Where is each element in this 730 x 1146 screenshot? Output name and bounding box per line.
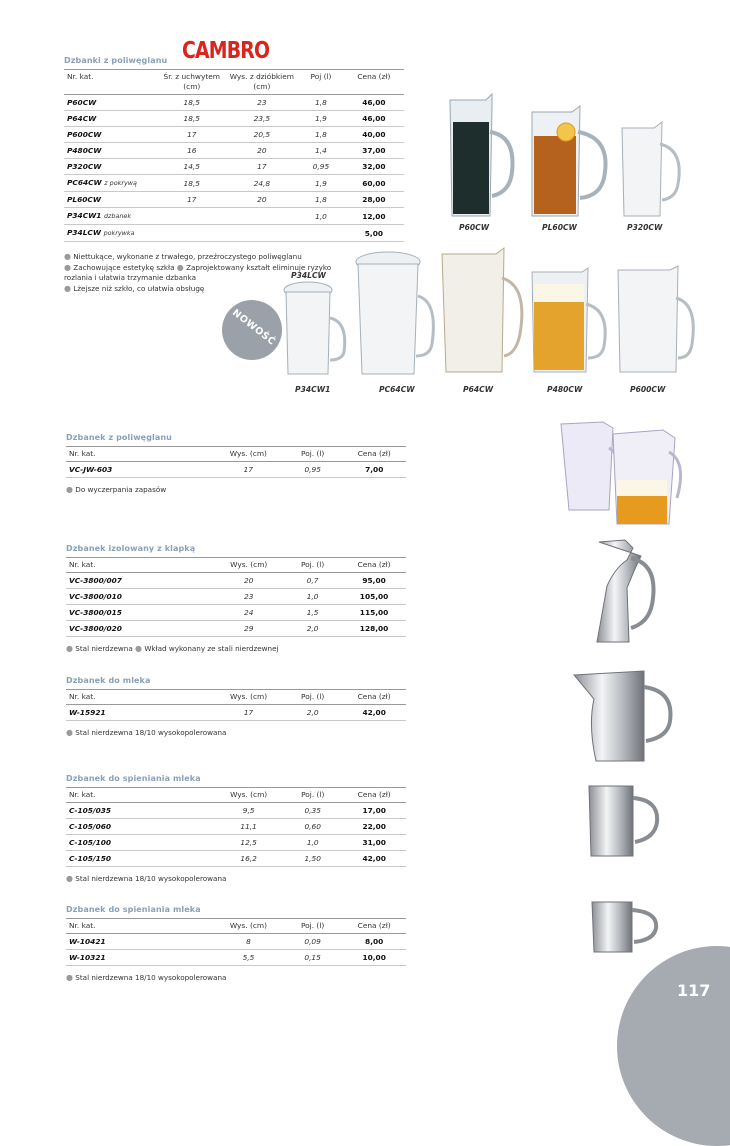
cell-h bbox=[226, 208, 299, 225]
cell-price: 46,00 bbox=[344, 95, 404, 111]
table-row bbox=[66, 819, 406, 835]
cell-price: 28,00 bbox=[344, 192, 404, 208]
caption-p600cw: P600CW bbox=[630, 385, 666, 394]
cell-v: 0,95 bbox=[298, 159, 344, 175]
section-milk-jug bbox=[66, 675, 406, 739]
cell-h: 12,5 bbox=[214, 835, 283, 851]
col-header-volume: Poj. (l) bbox=[283, 690, 342, 705]
table-row bbox=[66, 934, 406, 950]
cell-h: 20,5 bbox=[226, 127, 299, 143]
product-code: C-105/150 bbox=[69, 854, 112, 863]
cell-h: 23 bbox=[226, 95, 299, 111]
feature-text: Lżejsze niż szkło, co ułatwia obsługę bbox=[73, 283, 205, 293]
page-number: 117 bbox=[677, 981, 711, 1000]
col-header-price: Cena (zł) bbox=[342, 788, 406, 803]
table-row bbox=[64, 143, 404, 159]
section-title: Dzbanek z poliwęglanu bbox=[66, 433, 172, 442]
cell-h: 16,2 bbox=[214, 851, 283, 867]
product-code-cell bbox=[64, 143, 158, 159]
product-note: dzbanek bbox=[104, 212, 132, 220]
product-code-cell bbox=[66, 573, 214, 589]
caption-p480cw: P480CW bbox=[547, 385, 583, 394]
cell-v: 0,95 bbox=[283, 462, 343, 478]
cell-d: 14,5 bbox=[158, 159, 226, 175]
new-badge bbox=[222, 300, 282, 360]
top-pitchers-illustration bbox=[440, 92, 710, 222]
cell-d: 17 bbox=[158, 192, 226, 208]
table-row bbox=[64, 159, 404, 175]
product-code: PL60CW bbox=[67, 195, 101, 204]
cell-d: 16 bbox=[158, 143, 226, 159]
cell-v: 0,35 bbox=[283, 803, 342, 819]
cell-v: 1,0 bbox=[283, 835, 342, 851]
feature-list: ● Do wyczerpania zapasów bbox=[66, 485, 167, 494]
feature-text: Wkład wykonany ze stali nierdzewnej bbox=[144, 644, 279, 653]
caption-p60cw: P60CW bbox=[459, 223, 490, 232]
cell-h bbox=[226, 225, 299, 242]
product-code-cell bbox=[64, 192, 158, 208]
feature-text: Do wyczerpania zapasów bbox=[75, 485, 167, 494]
cell-h: 23,5 bbox=[226, 111, 299, 127]
product-code-cell bbox=[64, 225, 158, 242]
cell-price: 10,00 bbox=[342, 950, 406, 966]
pitcher-pc64cw-image bbox=[356, 252, 433, 374]
cell-d: 18,5 bbox=[158, 95, 226, 111]
cell-price: 32,00 bbox=[344, 159, 404, 175]
cell-h: 24 bbox=[214, 605, 283, 621]
cell-h: 9,5 bbox=[214, 803, 283, 819]
col-header-volume: Poj (l) bbox=[298, 70, 344, 95]
table-row bbox=[64, 95, 404, 111]
section-title: Dzbanki z poliwęglanu bbox=[64, 56, 168, 65]
section-polycarbonate-pitcher bbox=[66, 432, 406, 496]
vc-3800-image bbox=[585, 538, 665, 648]
pitcher-p480cw-image bbox=[532, 268, 605, 372]
cell-price: 105,00 bbox=[342, 589, 406, 605]
cell-d: 18,5 bbox=[158, 175, 226, 192]
cell-h: 17 bbox=[226, 159, 299, 175]
cell-h: 24,8 bbox=[226, 175, 299, 192]
cell-v: 1,9 bbox=[298, 111, 344, 127]
table-row bbox=[66, 589, 406, 605]
section-insulated-pitcher bbox=[66, 543, 406, 655]
col-header-height: Wys. z dzióbkiem (cm) bbox=[226, 70, 299, 95]
cell-price: 42,00 bbox=[342, 851, 406, 867]
col-header-diameter: Śr. z uchwytem (cm) bbox=[158, 70, 226, 95]
cell-price: 7,00 bbox=[342, 462, 406, 478]
product-code-cell bbox=[64, 208, 158, 225]
product-code: W-10321 bbox=[69, 953, 106, 962]
cell-v bbox=[298, 225, 344, 242]
feature-list: ● Niettukące, wykonane z trwałego, przeźroczystego poliwęglanu ● Zachowujące estetykę szkła ● Zaprojektowany kształt eliminuje ryzyko rozlania i ułatwia trzymanie dzbanka ● Lżejsze niż szkło, co ułatwia obsługę bbox=[64, 252, 332, 293]
c-105-image bbox=[583, 782, 668, 862]
cell-v: 1,0 bbox=[298, 208, 344, 225]
col-header-height: Wys. (cm) bbox=[214, 690, 283, 705]
col-header-height: Wys. (cm) bbox=[214, 788, 283, 803]
product-table bbox=[64, 69, 404, 242]
caption-pl60cw: PL60CW bbox=[542, 223, 577, 232]
col-header-code: Nr. kat. bbox=[66, 690, 214, 705]
product-code: P320CW bbox=[67, 162, 102, 171]
table-row bbox=[64, 175, 404, 192]
cell-v: 1,4 bbox=[298, 143, 344, 159]
cambro-logo: CAMBRO bbox=[182, 38, 270, 64]
cell-v: 1,9 bbox=[298, 175, 344, 192]
col-header-volume: Poj. (l) bbox=[283, 558, 342, 573]
pitcher-p34cw1-image bbox=[284, 282, 345, 374]
caption-p34cw1: P34CW1 bbox=[295, 385, 331, 394]
section-title: Dzbanek do spieniania mleka bbox=[66, 905, 201, 914]
pitcher-pl60cw-image bbox=[532, 106, 606, 216]
product-table bbox=[66, 689, 406, 721]
col-header-volume: Poj. (l) bbox=[283, 919, 342, 934]
cell-h: 11,1 bbox=[214, 819, 283, 835]
cell-price: 22,00 bbox=[342, 819, 406, 835]
product-code: P34CW1 bbox=[67, 211, 102, 220]
section-title: Dzbanek do spieniania mleka bbox=[66, 774, 201, 783]
product-code-cell bbox=[66, 589, 214, 605]
product-code: VC-JW-603 bbox=[69, 465, 113, 474]
pitcher-p64cw-image bbox=[442, 248, 522, 372]
product-code-cell bbox=[66, 621, 214, 637]
col-header-price: Cena (zł) bbox=[342, 919, 406, 934]
product-code: C-105/100 bbox=[69, 838, 112, 847]
cell-d bbox=[158, 208, 226, 225]
product-code: P600CW bbox=[67, 130, 102, 139]
table-row bbox=[66, 705, 406, 721]
cell-v: 0,15 bbox=[283, 950, 342, 966]
col-header-code: Nr. kat. bbox=[66, 558, 214, 573]
cell-h: 29 bbox=[214, 621, 283, 637]
cell-price: 17,00 bbox=[342, 803, 406, 819]
product-code: VC-3800/010 bbox=[69, 592, 122, 601]
cell-price: 60,00 bbox=[344, 175, 404, 192]
cell-price: 95,00 bbox=[342, 573, 406, 589]
table-row bbox=[64, 192, 404, 208]
product-code: C-105/035 bbox=[69, 806, 112, 815]
w-10421-image bbox=[588, 898, 668, 958]
cell-d: 18,5 bbox=[158, 111, 226, 127]
table-row bbox=[64, 208, 404, 225]
pitcher-p320cw-image bbox=[622, 122, 679, 216]
feature-text: Zachowujące estetykę szkła bbox=[73, 262, 175, 272]
cell-price: 8,00 bbox=[342, 934, 406, 950]
table-row bbox=[66, 621, 406, 637]
cell-v: 1,8 bbox=[298, 95, 344, 111]
feature-list: ● Stal nierdzewna ● Wkład wykonany ze stali nierdzewnej bbox=[66, 644, 279, 653]
feature-list: ● Stal nierdzewna 18/10 wysokopolerowana bbox=[66, 874, 227, 883]
feature-text: Stal nierdzewna bbox=[75, 644, 133, 653]
caption-p34lcw: P34LCW bbox=[291, 271, 326, 280]
new-badge-text: NOWOŚĆ bbox=[230, 307, 278, 348]
section-frothing-jug-small bbox=[66, 904, 406, 984]
product-code-cell bbox=[64, 159, 158, 175]
feature-text: Stal nierdzewna 18/10 wysokopolerowana bbox=[75, 874, 227, 883]
cell-d: 17 bbox=[158, 127, 226, 143]
w-15921-image bbox=[570, 665, 680, 765]
col-header-code: Nr. kat. bbox=[66, 919, 214, 934]
feature-list: ● Stal nierdzewna 18/10 wysokopolerowana bbox=[66, 973, 227, 982]
vc-jw-603-image bbox=[555, 418, 685, 528]
product-code: P64CW bbox=[67, 114, 97, 123]
pitcher-p600cw-image bbox=[618, 266, 693, 372]
product-code: W-10421 bbox=[69, 937, 106, 946]
cell-h: 20 bbox=[226, 192, 299, 208]
page-number-tab bbox=[617, 946, 730, 1146]
col-header-height: Wys. (cm) bbox=[214, 919, 283, 934]
caption-pc64cw: PC64CW bbox=[379, 385, 415, 394]
col-header-volume: Poj. (l) bbox=[283, 447, 343, 462]
product-note: z pokrywą bbox=[104, 179, 137, 187]
col-header-price: Cena (zł) bbox=[342, 447, 406, 462]
product-table bbox=[66, 918, 406, 966]
cell-price: 31,00 bbox=[342, 835, 406, 851]
cell-v: 2,0 bbox=[283, 705, 342, 721]
product-code: VC-3800/007 bbox=[69, 576, 122, 585]
section-title: Dzbanek izolowany z klapką bbox=[66, 544, 196, 553]
col-header-volume: Poj. (l) bbox=[283, 788, 342, 803]
product-code-cell bbox=[64, 111, 158, 127]
cell-d bbox=[158, 225, 226, 242]
product-note: pokrywka bbox=[103, 229, 135, 237]
feature-text: Stal nierdzewna 18/10 wysokopolerowana bbox=[75, 973, 227, 982]
product-code-cell bbox=[64, 127, 158, 143]
cell-price: 115,00 bbox=[342, 605, 406, 621]
product-code: PC64CW bbox=[67, 178, 102, 187]
product-code: P60CW bbox=[67, 98, 97, 107]
cell-h: 17 bbox=[214, 462, 283, 478]
cell-v: 0,60 bbox=[283, 819, 342, 835]
cell-price: 128,00 bbox=[342, 621, 406, 637]
feature-text: Zaprojektowany kształt eliminuje ryzyko rozlania i ułatwia trzymanie dzbanka bbox=[64, 262, 332, 282]
product-table bbox=[66, 446, 406, 478]
cell-h: 5,5 bbox=[214, 950, 283, 966]
product-code-cell bbox=[66, 705, 214, 721]
pitcher-p60cw-image bbox=[450, 94, 513, 216]
cell-v: 1,5 bbox=[283, 605, 342, 621]
cell-v: 1,0 bbox=[283, 589, 342, 605]
cell-v: 0,09 bbox=[283, 934, 342, 950]
table-row bbox=[66, 950, 406, 966]
col-header-height: Wys. (cm) bbox=[214, 447, 283, 462]
col-header-code: Nr. kat. bbox=[66, 447, 214, 462]
table-row bbox=[66, 803, 406, 819]
cell-price: 5,00 bbox=[344, 225, 404, 242]
col-header-code: Nr. kat. bbox=[66, 788, 214, 803]
product-table bbox=[66, 787, 406, 867]
product-code-cell bbox=[66, 835, 214, 851]
table-row bbox=[66, 462, 406, 478]
cell-price: 40,00 bbox=[344, 127, 404, 143]
feature-list: ● Stal nierdzewna 18/10 wysokopolerowana bbox=[66, 728, 227, 737]
cell-v: 2,0 bbox=[283, 621, 342, 637]
cell-v: 1,8 bbox=[298, 127, 344, 143]
col-header-price: Cena (zł) bbox=[342, 558, 406, 573]
product-code: VC-3800/020 bbox=[69, 624, 122, 633]
product-code-cell bbox=[64, 175, 158, 192]
product-code: C-105/060 bbox=[69, 822, 112, 831]
product-code: W-15921 bbox=[69, 708, 106, 717]
cell-h: 20 bbox=[214, 573, 283, 589]
cell-h: 8 bbox=[214, 934, 283, 950]
cell-v: 1,50 bbox=[283, 851, 342, 867]
section-frothing-jug bbox=[66, 773, 406, 885]
cell-v: 0,7 bbox=[283, 573, 342, 589]
product-code-cell bbox=[66, 819, 214, 835]
cell-h: 23 bbox=[214, 589, 283, 605]
feature-text: Stal nierdzewna 18/10 wysokopolerowana bbox=[75, 728, 227, 737]
table-row bbox=[66, 605, 406, 621]
cell-price: 42,00 bbox=[342, 705, 406, 721]
table-row bbox=[66, 851, 406, 867]
cell-price: 46,00 bbox=[344, 111, 404, 127]
table-row bbox=[66, 573, 406, 589]
product-code: P34LCW bbox=[67, 228, 101, 237]
cell-h: 20 bbox=[226, 143, 299, 159]
product-code-cell bbox=[66, 950, 214, 966]
product-code-cell bbox=[66, 462, 214, 478]
cell-price: 37,00 bbox=[344, 143, 404, 159]
product-code: P480CW bbox=[67, 146, 102, 155]
table-row bbox=[64, 225, 404, 242]
bottom-pitchers-illustration bbox=[278, 248, 698, 383]
table-row bbox=[66, 835, 406, 851]
caption-p64cw: P64CW bbox=[463, 385, 494, 394]
product-code: VC-3800/015 bbox=[69, 608, 122, 617]
section-title: Dzbanek do mleka bbox=[66, 676, 151, 685]
product-table bbox=[66, 557, 406, 637]
product-code-cell bbox=[66, 803, 214, 819]
col-header-code: Nr. kat. bbox=[64, 70, 158, 95]
product-code-cell bbox=[64, 95, 158, 111]
product-code-cell bbox=[66, 851, 214, 867]
table-row bbox=[64, 127, 404, 143]
product-code-cell bbox=[66, 934, 214, 950]
col-header-height: Wys. (cm) bbox=[214, 558, 283, 573]
cell-h: 17 bbox=[214, 705, 283, 721]
cell-v: 1,8 bbox=[298, 192, 344, 208]
table-row bbox=[64, 111, 404, 127]
caption-p320cw: P320CW bbox=[627, 223, 663, 232]
product-code-cell bbox=[66, 605, 214, 621]
cell-price: 12,00 bbox=[344, 208, 404, 225]
col-header-price: Cena (zł) bbox=[342, 690, 406, 705]
col-header-price: Cena (zł) bbox=[344, 70, 404, 95]
feature-text: Niettukące, wykonane z trwałego, przeźroczystego poliwęglanu bbox=[73, 252, 302, 261]
